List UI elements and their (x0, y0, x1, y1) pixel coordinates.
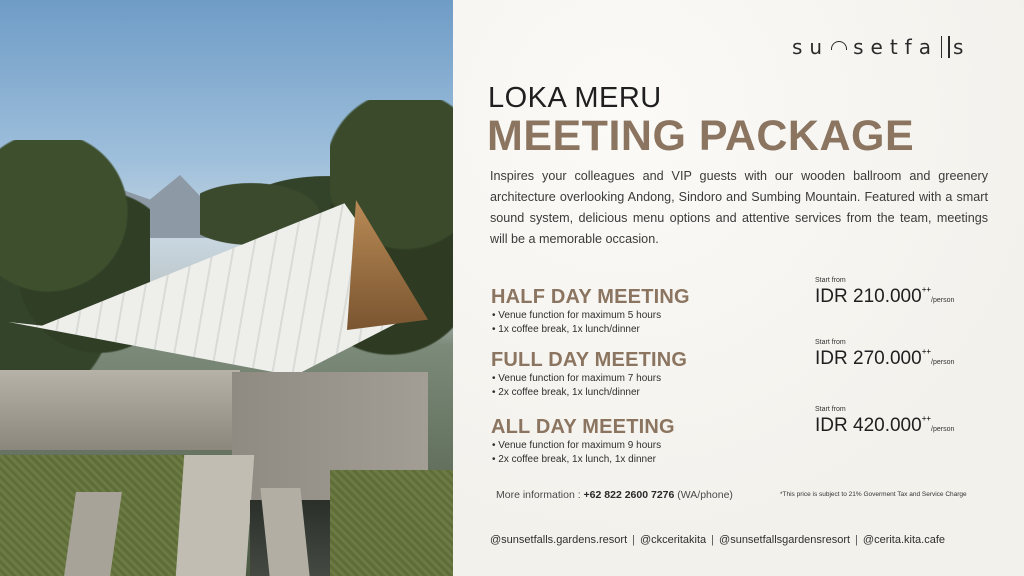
social-instagram-cafe[interactable]: @cerita.kita.cafe (862, 534, 945, 546)
separator: | (855, 534, 858, 546)
logo-text-part1: su (792, 35, 830, 59)
description: Inspires your colleagues and VIP guests with our wooden ballroom and greenery architecture overlooking Andong, Sindoro and Sumbing Mountain. Featured with a smart sound system, delicious menu options and attentive services from the team, meetings will be a memorable occasion. (490, 169, 988, 246)
price-value: IDR 270.000 (815, 348, 922, 369)
package-feature: • Venue function for maximum 9 hours (492, 440, 662, 451)
stone-path (176, 455, 254, 576)
price-unit: /person (931, 359, 955, 366)
price-sup: ++ (921, 285, 932, 294)
price-all-day (815, 406, 995, 437)
resort-photo (0, 0, 453, 576)
price-unit: /person (931, 297, 955, 304)
package-feature: • Venue function for maximum 5 hours (492, 310, 662, 321)
package-feature: • 2x coffee break, 1x lunch, 1x dinner (492, 454, 656, 465)
price-value: IDR 420.000 (815, 415, 922, 436)
logo-text-part2: setfa (853, 35, 938, 59)
logo-text-part3: s (952, 35, 971, 59)
package-half-day (491, 286, 801, 337)
grass-right (330, 470, 453, 576)
social-instagram-resort[interactable]: @sunsetfalls.gardens.resort (490, 534, 628, 546)
contact-phone[interactable]: +62 822 2600 7276 (583, 489, 675, 501)
price-sup: ++ (921, 347, 932, 356)
price-value: IDR 210.000 (815, 286, 922, 307)
social-instagram-ceritakita[interactable]: @ckceritakita (639, 534, 707, 546)
contact-label: More information : (496, 489, 584, 501)
social-handles (490, 534, 945, 546)
price-sup: ++ (921, 414, 932, 423)
page-title: MEETING PACKAGE (487, 112, 915, 160)
price-from-label: Start from (815, 339, 846, 346)
package-all-day (491, 416, 801, 467)
contact-suffix: (WA/phone) (674, 489, 733, 501)
package-feature: • Venue function for maximum 7 hours (492, 373, 662, 384)
price-unit: /person (931, 426, 955, 433)
logo-bar-icon (948, 36, 950, 58)
package-name: ALL DAY MEETING (491, 416, 675, 438)
separator: | (632, 534, 635, 546)
price-from-label: Start from (815, 277, 846, 284)
price-from-label: Start from (815, 406, 846, 413)
logo-arc-icon (831, 41, 847, 50)
social-instagram-gardens[interactable]: @sunsetfallsgardensresort (719, 534, 851, 546)
page-subtitle: LOKA MERU (488, 82, 662, 114)
package-feature: • 1x coffee break, 1x lunch/dinner (492, 324, 640, 335)
package-name: FULL DAY MEETING (491, 349, 688, 371)
package-name: HALF DAY MEETING (491, 286, 690, 308)
package-full-day (491, 349, 801, 400)
brand-logo (792, 33, 992, 61)
price-full-day (815, 339, 995, 370)
price-half-day (815, 277, 995, 308)
separator: | (711, 534, 715, 546)
contact-info (496, 489, 733, 501)
building-deck (0, 370, 240, 450)
logo-bar-icon (941, 36, 943, 58)
package-feature: • 2x coffee break, 1x lunch/dinner (492, 387, 640, 398)
tax-note: *This price is subject to 21% Goverment Tax and Service Charge (780, 491, 967, 498)
